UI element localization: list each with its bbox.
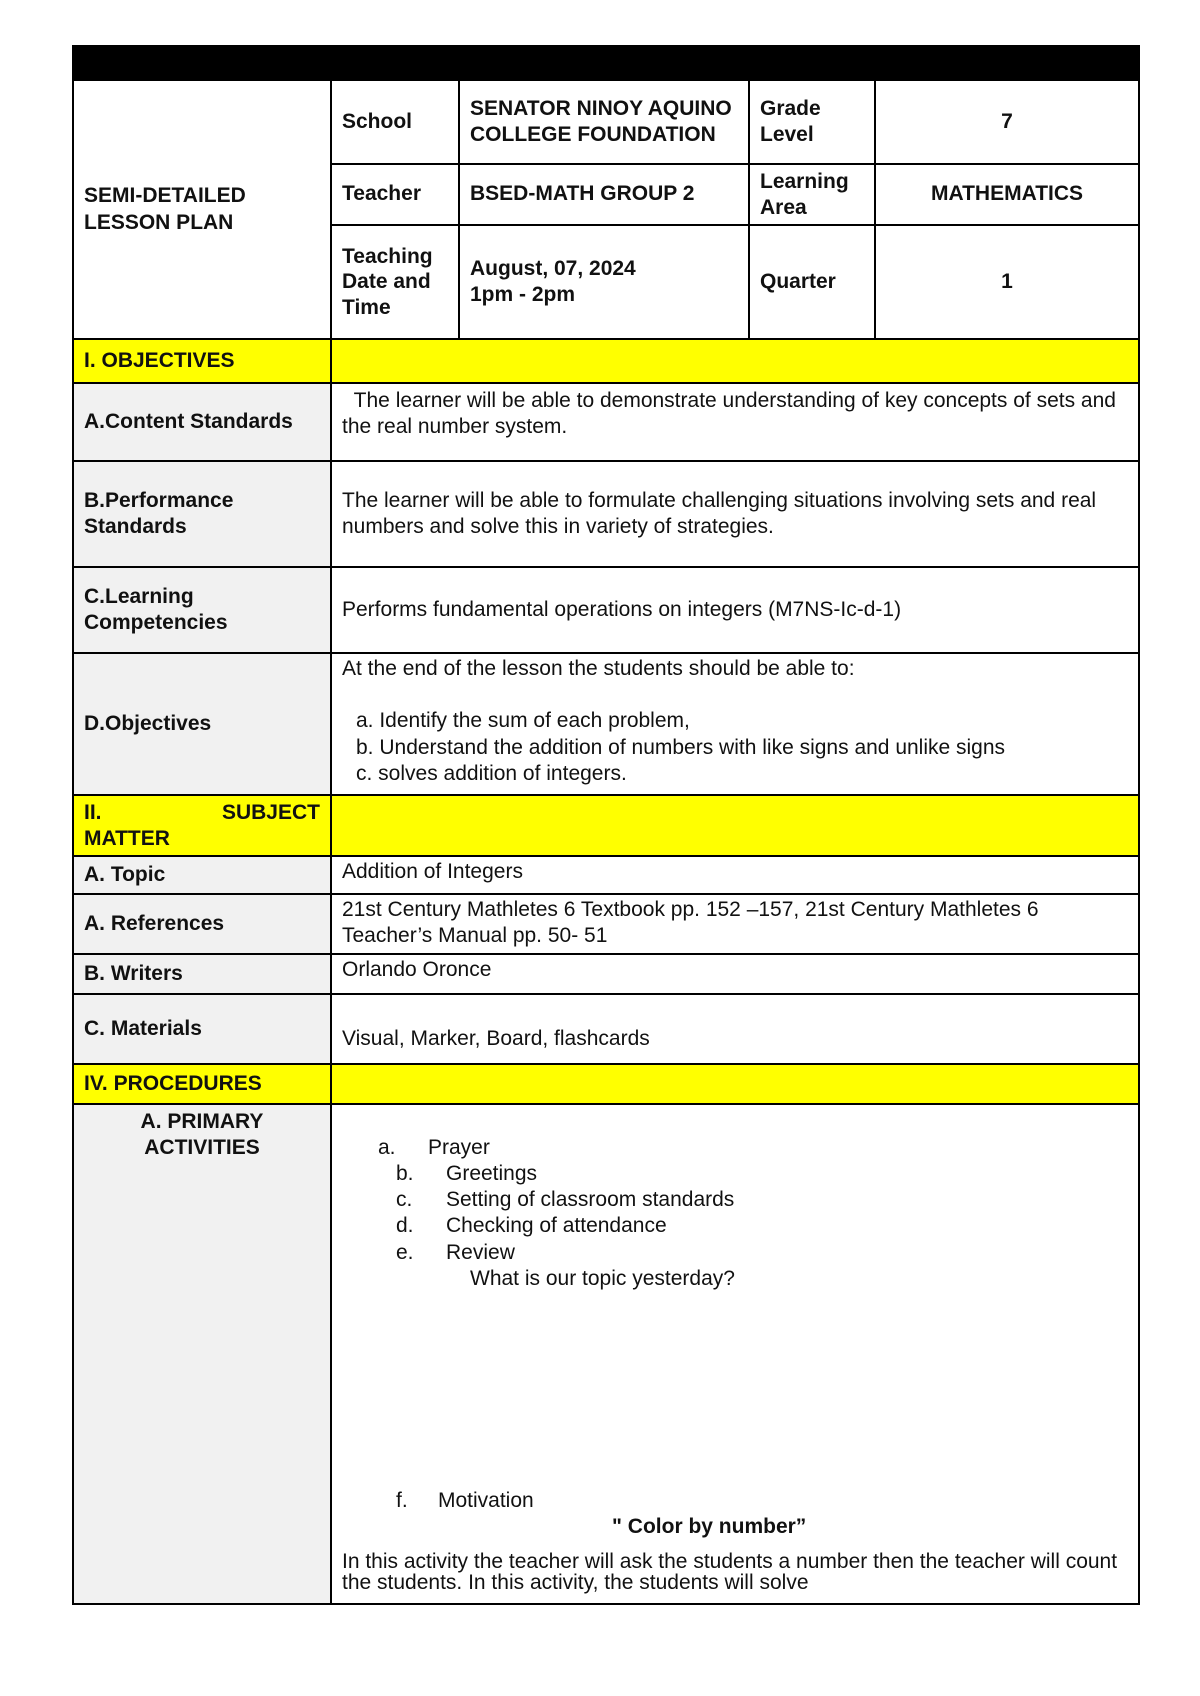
- procedure-item-text: Setting of classroom standards: [446, 1188, 735, 1212]
- learning-competencies-label: C.Learning Competencies: [73, 567, 331, 653]
- procedure-item: [342, 1135, 1128, 1161]
- time-line: 1pm - 2pm: [470, 283, 576, 307]
- date-label: Teaching Date and Time: [331, 225, 459, 339]
- procedure-item-text: Greetings: [446, 1161, 538, 1185]
- references-value: 21st Century Mathletes 6 Textbook pp. 152 –157, 21st Century Mathletes 6 Teacher’s Manual pp. 50- 51: [331, 894, 1139, 953]
- procedure-item: [342, 1187, 1128, 1213]
- teacher-value: BSED-MATH GROUP 2: [459, 164, 749, 225]
- spacer: [342, 1292, 1128, 1488]
- content-standards-label: [73, 383, 331, 461]
- objective-item: c. solves addition of integers.: [356, 761, 627, 785]
- review-question: What is our topic yesterday?: [470, 1266, 735, 1290]
- motivation-letter: f.: [396, 1489, 408, 1513]
- materials-label: C. Materials: [73, 994, 331, 1064]
- procedure-item-text: Checking of attendance: [446, 1214, 667, 1238]
- procedure-item: [342, 1240, 1128, 1266]
- activity-title: " Color by number”: [612, 1515, 807, 1539]
- quarter-value: 1: [875, 225, 1139, 339]
- area-value: MATHEMATICS: [875, 164, 1139, 225]
- area-label: Learning Area: [749, 164, 875, 225]
- teacher-label: Teacher: [331, 164, 459, 225]
- procedure-item-letter: e.: [396, 1240, 414, 1264]
- objectives-heading-fill: [331, 339, 1139, 383]
- writers-value: Orlando Oronce: [331, 954, 1139, 994]
- motivation-label: Motivation: [438, 1489, 534, 1513]
- procedure-item-letter: a.: [378, 1135, 396, 1159]
- quarter-label: Quarter: [749, 225, 875, 339]
- procedure-item-letter: b.: [396, 1161, 414, 1185]
- objectives-intro: At the end of the lesson the students should be able to:: [342, 657, 855, 681]
- learning-competencies-text: Performs fundamental operations on integers (M7NS-Ic-d-1): [331, 567, 1139, 653]
- primary-activities-cell: [331, 1104, 1139, 1604]
- subject-matter-heading-part1: II.: [84, 801, 102, 825]
- primary-activities-label: A. PRIMARY ACTIVITIES: [73, 1104, 331, 1604]
- references-label: A. References: [73, 894, 331, 953]
- subject-matter-heading-part2: SUBJECT: [221, 801, 320, 825]
- subject-matter-heading-part3: MATTER: [84, 826, 170, 850]
- materials-value: Visual, Marker, Board, flashcards: [331, 994, 1139, 1064]
- objectives-label: D.Objectives: [73, 653, 331, 795]
- procedure-item-text: Prayer: [428, 1135, 490, 1159]
- date-value: [459, 225, 749, 339]
- procedure-item: [342, 1213, 1128, 1239]
- procedures-heading-fill: [331, 1064, 1139, 1104]
- procedure-item-letter: d.: [396, 1214, 414, 1238]
- content-standards-label-text: A.Content Standards: [84, 410, 293, 434]
- subject-matter-heading: [73, 795, 331, 856]
- objectives-heading: I. OBJECTIVES: [73, 339, 331, 383]
- topic-label: A. Topic: [73, 856, 331, 894]
- performance-standards-label: B.Performance Standards: [73, 461, 331, 567]
- procedure-item-text: Review: [446, 1240, 515, 1264]
- activity-text: In this activity the teacher will ask the students a number then the teacher will count the students. In this activity, the students will solve: [342, 1549, 1118, 1594]
- procedures-heading: IV. PROCEDURES: [73, 1064, 331, 1104]
- content-standards-text: The learner will be able to demonstrate understanding of key concepts of sets and the real number system.: [331, 383, 1139, 461]
- motivation-item: [342, 1488, 1128, 1514]
- lesson-plan-table: [72, 45, 1140, 1605]
- header-black-bar: [73, 46, 1139, 80]
- writers-label: B. Writers: [73, 954, 331, 994]
- procedure-item-letter: c.: [396, 1188, 413, 1212]
- grade-value: 7: [875, 80, 1139, 164]
- topic-value: Addition of Integers: [331, 856, 1139, 894]
- lesson-plan-sheet: [72, 45, 1138, 1605]
- date-line: August, 07, 2024: [470, 256, 636, 280]
- school-value: SENATOR NINOY AQUINO COLLEGE FOUNDATION: [459, 80, 749, 164]
- objective-item: b. Understand the addition of numbers with like signs and unlike signs: [356, 735, 1006, 759]
- procedure-item: [342, 1161, 1128, 1187]
- plan-title: SEMI-DETAILED LESSON PLAN: [84, 184, 246, 234]
- plan-title-cell: [73, 80, 331, 339]
- performance-standards-text: The learner will be able to formulate challenging situations involving sets and real numbers and solve this in variety of strategies.: [331, 461, 1139, 567]
- subject-matter-heading-fill: [331, 795, 1139, 856]
- objective-item: a. Identify the sum of each problem,: [356, 709, 690, 733]
- grade-label: Grade Level: [749, 80, 875, 164]
- school-label: School: [331, 80, 459, 164]
- objectives-list-cell: [331, 653, 1139, 795]
